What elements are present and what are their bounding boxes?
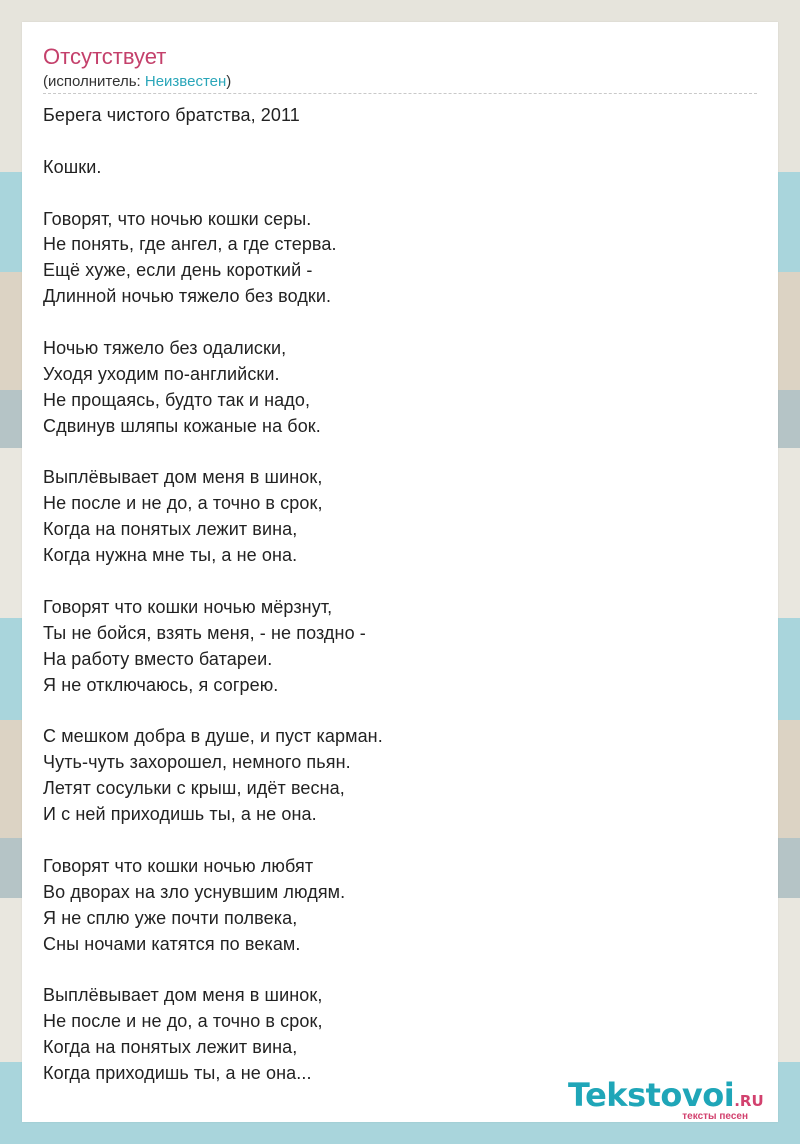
lyric-line: Когда приходишь ты, а не она... — [43, 1062, 312, 1083]
lyric-line: Не после и не до, а точно в срок, — [43, 493, 323, 514]
lyric-line — [43, 129, 743, 155]
lyric-line: Когда на понятых лежит вина, — [43, 1037, 298, 1058]
lyric-line: Говорят, что ночью кошки серы. — [43, 208, 312, 229]
lyric-line: Не понять, где ангел, а где стерва. — [43, 234, 337, 255]
lyric-line: Выплёвывает дом меня в шинок, — [43, 467, 323, 488]
lyric-line: Длинной ночью тяжело без водки. — [43, 286, 332, 307]
lyric-line: Когда на понятых лежит вина, — [43, 519, 298, 540]
logo-name: Tekstovoi — [568, 1076, 735, 1114]
song-title: Отсутствует — [43, 44, 167, 69]
artist-prefix: (исполнитель: — [43, 73, 145, 90]
lyric-line: На работу вместо батареи. — [43, 648, 273, 669]
lyrics-text — [43, 103, 743, 1087]
lyric-line: Летят сосульки с крыш, идёт весна, — [43, 778, 345, 799]
lyric-line: Кошки. — [43, 156, 102, 177]
lyrics-card — [22, 22, 778, 1122]
lyric-line: Говорят что кошки ночью мёрзнут, — [43, 596, 333, 617]
lyric-line: Сдвинув шляпы кожаные на бок. — [43, 415, 321, 436]
lyric-line: Сны ночами катятся по векам. — [43, 933, 301, 954]
lyric-line — [43, 181, 743, 207]
site-logo[interactable] — [568, 1077, 778, 1127]
lyric-line — [43, 698, 743, 724]
artist-link[interactable]: Неизвестен — [144, 73, 227, 90]
divider — [43, 93, 757, 94]
lyric-line: С мешком добра в душе, и пуст карман. — [43, 726, 383, 747]
logo-domain: .RU — [734, 1092, 764, 1110]
lyric-line: Во дворах на зло уснувшим людям. — [43, 881, 346, 902]
artist-line — [43, 73, 231, 91]
lyric-line: Я не сплю уже почти полвека, — [43, 907, 298, 928]
lyric-line: Я не отключаюсь, я согрею. — [43, 674, 279, 695]
lyric-line: И с ней приходишь ты, а не она. — [43, 804, 317, 825]
lyric-line: Выплёвывает дом меня в шинок, — [43, 985, 323, 1006]
lyric-line: Ты не бойся, взять меня, - не поздно - — [43, 622, 366, 643]
lyric-line — [43, 569, 743, 595]
artist-suffix: ) — [226, 73, 232, 90]
lyric-line: Не прощаясь, будто так и надо, — [43, 389, 311, 410]
lyric-line: Когда нужна мне ты, а не она. — [43, 545, 298, 566]
lyric-line: Уходя уходим по-английски. — [43, 363, 280, 384]
lyric-line: Ночью тяжело без одалиски, — [43, 338, 287, 359]
lyric-line: Чуть-чуть захорошел, немного пьян. — [43, 752, 351, 773]
lyric-line: Не после и не до, а точно в срок, — [43, 1011, 323, 1032]
lyric-line — [43, 310, 743, 336]
lyric-line — [43, 957, 743, 983]
lyric-line: Говорят что кошки ночью любят — [43, 855, 314, 876]
lyric-line — [43, 440, 743, 466]
lyric-line: Берега чистого братства, 2011 — [43, 105, 300, 125]
lyric-line — [43, 828, 743, 854]
logo-tagline: тексты песен — [682, 1111, 748, 1122]
lyric-line: Ещё хуже, если день короткий - — [43, 260, 313, 281]
